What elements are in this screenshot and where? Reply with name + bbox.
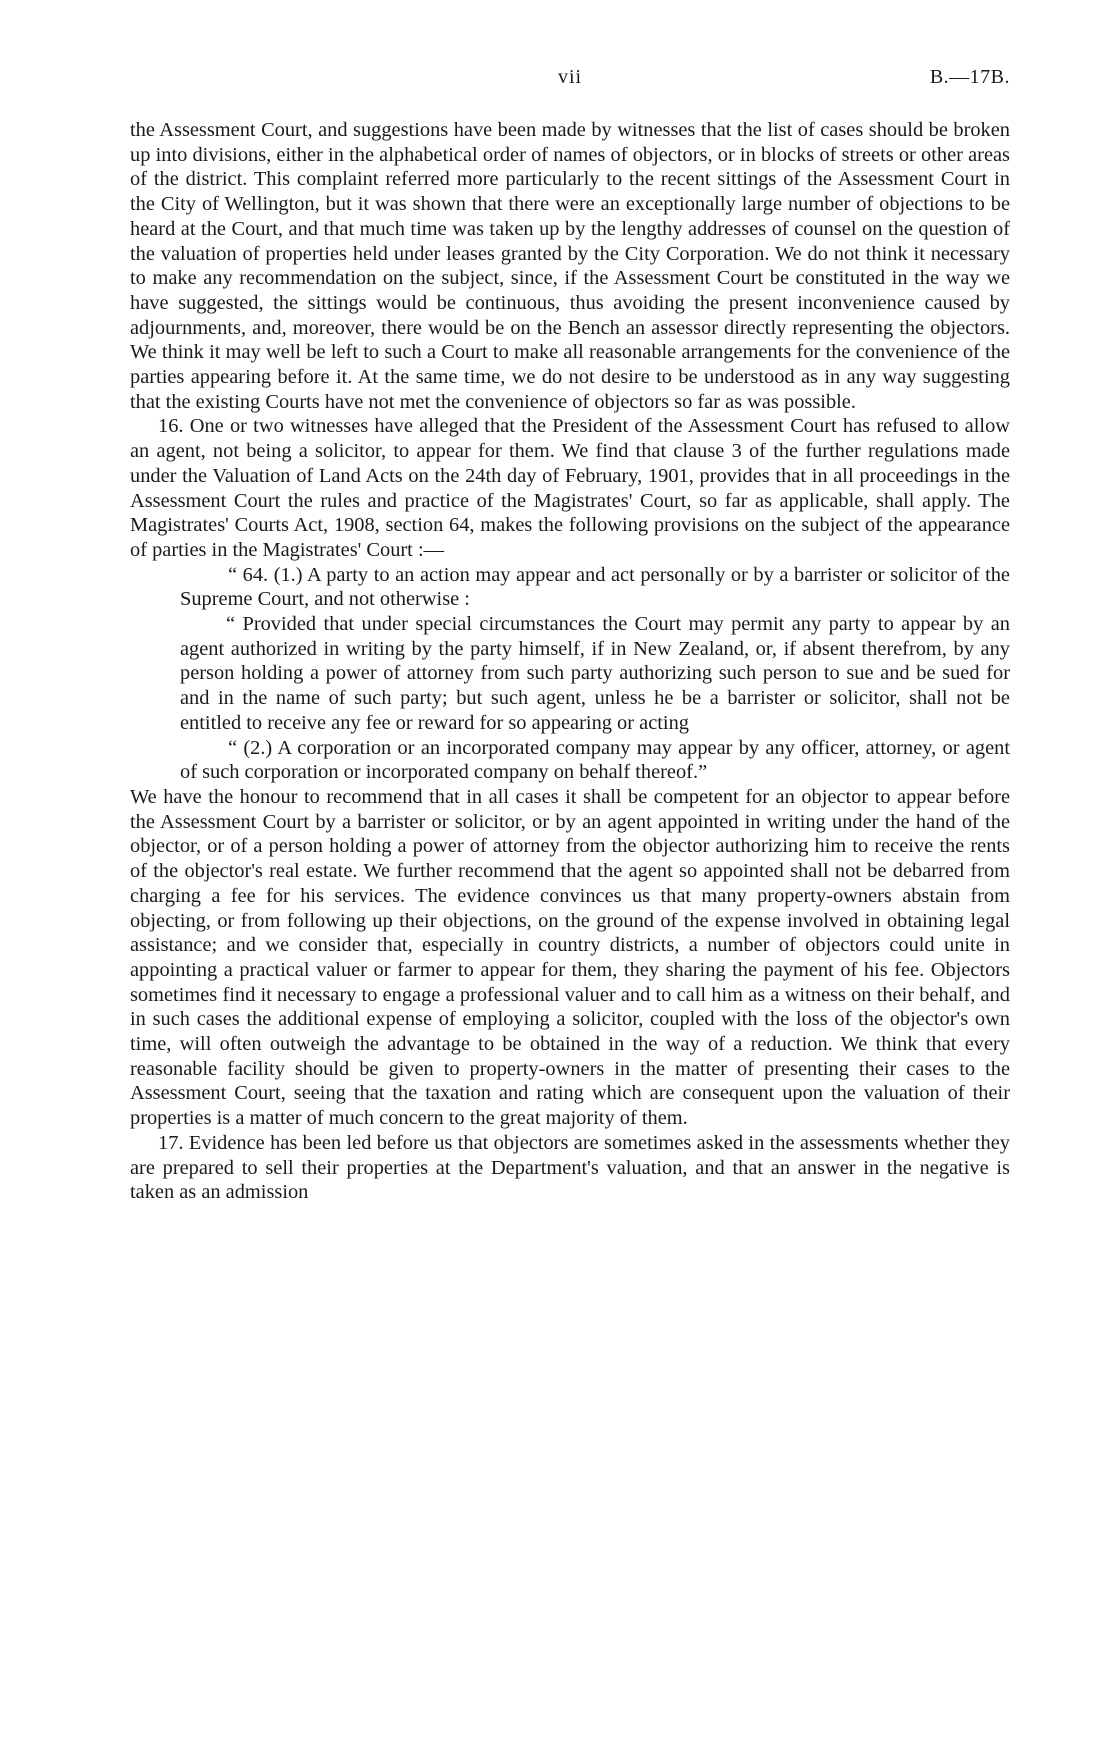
- quoted-section-64-1: “ 64. (1.) A party to an action may appear and act personally or by a barrister or solicitor of the Supreme Court, and not otherwise :: [180, 563, 1010, 611]
- quoted-proviso: “ Provided that under special circumstances the Court may permit any party to appear by an agent authorized in writing by the party himself, if in New Zealand, or, if absent therefrom, by any person holding a power of attorney from such party authorizing such person to sue and be sued for and in the name of such party; but such agent, unless he be a barrister or solicitor, shall not be entitled to receive any fee or reward for so appearing or acting: [180, 613, 1010, 734]
- page-number: vii: [557, 66, 583, 88]
- paragraph-16: 16. One or two witnesses have alleged that the President of the Assessment Court has refused to allow an agent, not being a solicitor, to appear for them. We find that clause 3 of the further regulations made under the Valuation of Land Acts on the 24th day of February, 1901, provides that in all proceedings in the Assessment Court the rules and practice of the Magistrates' Court, so far as applicable, shall apply. The Magistrates' Courts Act, 1908, section 64, makes the following provisions on the subject of the appearance of parties in the Magistrates' Court :—: [130, 415, 1010, 561]
- page-header: [130, 66, 1010, 94]
- paragraph-continuation: the Assessment Court, and suggestions have been made by witnesses that the list of cases should be broken up into divisions, either in the alphabetical order of names of objectors, or in blocks of streets or other areas of the district. This complaint referred more particularly to the recent sittings of the Assessment Court in the City of Wellington, but it was shown that there were an exceptionally large number of objections to be heard at the Court, and that much time was taken up by the lengthy addresses of counsel on the question of the valuation of properties held under leases granted by the City Corporation. We do not think it necessary to make any recommendation on the subject, since, if the Assessment Court be constituted in the way we have suggested, the sittings would be continuous, thus avoiding the present inconvenience caused by adjournments, and, moreover, there would be on the Bench an assessor directly representing the objectors. We think it may well be left to such a Court to make all reasonable arrangements for the convenience of the parties appearing before it. At the same time, we do not desire to be understood as in any way suggesting that the existing Courts have not met the convenience of objectors so far as was possible.: [130, 119, 1010, 413]
- quoted-section-64-2: “ (2.) A corporation or an incorporated company may appear by any officer, attorney, or agent of such corporation or incorporated company on behalf thereof.”: [180, 736, 1010, 784]
- paragraph-17: 17. Evidence has been led before us that objectors are sometimes asked in the assessments whether they are prepared to sell their properties at the Department's valuation, and that an answer in the negative is taken as an admission: [130, 1131, 1010, 1204]
- paragraph-recommendation: We have the honour to recommend that in all cases it shall be competent for an objector to appear before the Assessment Court by a barrister or solicitor, or by an agent appointed in writing under the hand of the objector, or of a person holding a power of attorney from the objector authorizing him to receive the rents of the objector's real estate. We further recommend that the agent so appointed shall not be debarred from charging a fee for his services. The evidence convinces us that many property-owners abstain from objecting, or from following up their objections, on the ground of the expense involved in obtaining legal assistance; and we consider that, especially in country districts, a number of objectors could unite in appointing a practical valuer or farmer to appear for them, they sharing the payment of his fee. Objectors sometimes find it necessary to engage a professional valuer and to call him as a witness on their behalf, and in such cases the additional expense of employing a solicitor, coupled with the loss of the objector's own time, will often outweigh the advantage to be obtained in the way of a reduction. We think that every reasonable facility should be given to property-owners in the matter of presenting their cases to the Assessment Court, seeing that the taxation and rating which are consequent upon the valuation of their properties is a matter of much concern to the great majority of them.: [130, 785, 1010, 1130]
- document-reference: B.—17B.: [929, 66, 1010, 88]
- body-text: [130, 118, 1010, 1205]
